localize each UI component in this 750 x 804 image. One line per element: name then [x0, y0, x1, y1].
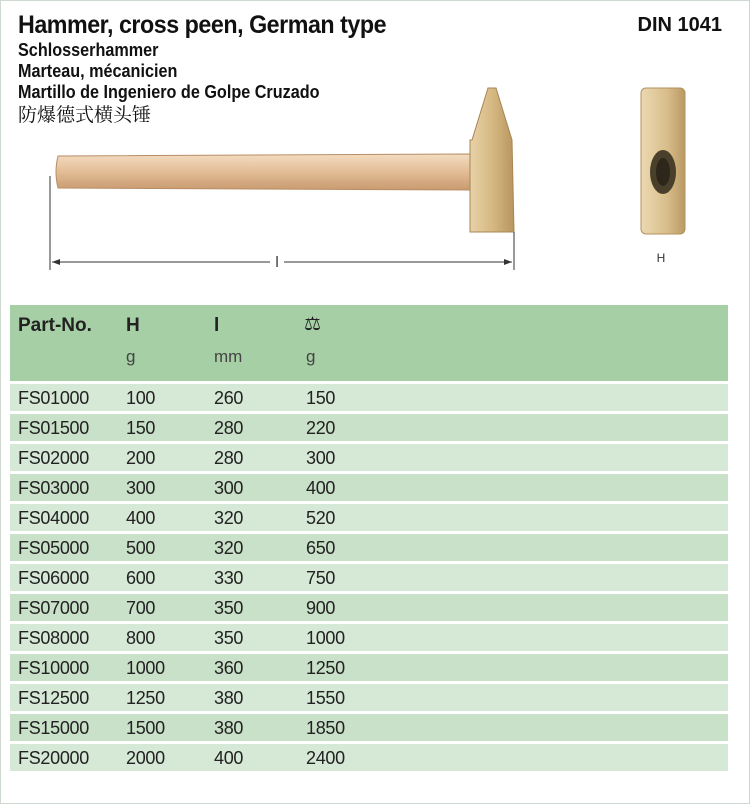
table-body	[10, 384, 728, 771]
unit-total-weight: g	[306, 347, 316, 366]
cell-head-weight: 600	[126, 568, 156, 588]
parts-table	[10, 305, 728, 771]
cell-part-no: FS01500	[18, 418, 89, 438]
cell-head-weight: 300	[126, 478, 156, 498]
cell-head-weight: 150	[126, 418, 156, 438]
cell-length: 400	[214, 748, 244, 768]
cell-part-no: FS04000	[18, 508, 89, 528]
header-part-no: Part-No.	[18, 315, 92, 336]
cell-length: 360	[214, 658, 244, 678]
cell-total-weight: 1850	[306, 718, 345, 738]
cell-part-no: FS07000	[18, 598, 89, 618]
table-row	[10, 714, 728, 741]
table-row	[10, 474, 728, 501]
table-row	[10, 654, 728, 681]
hammer-illustration	[0, 0, 750, 300]
cell-total-weight: 400	[306, 478, 336, 498]
cell-total-weight: 220	[306, 418, 336, 438]
cell-head-weight: 700	[126, 598, 156, 618]
cell-part-no: FS12500	[18, 688, 89, 708]
unit-length: mm	[214, 347, 243, 366]
cell-head-weight: 800	[126, 628, 156, 648]
weight-scale-icon: ⚖	[304, 313, 322, 335]
length-label: l	[275, 254, 279, 271]
cell-part-no: FS06000	[18, 568, 89, 588]
cell-head-weight: 500	[126, 538, 156, 558]
header-length: l	[214, 315, 220, 336]
cell-total-weight: 520	[306, 508, 336, 528]
cell-length: 260	[214, 388, 244, 408]
cell-part-no: FS02000	[18, 448, 89, 468]
cell-length: 350	[214, 598, 244, 618]
table-row	[10, 564, 728, 591]
cell-total-weight: 300	[306, 448, 336, 468]
cell-length: 380	[214, 718, 244, 738]
cell-length: 350	[214, 628, 244, 648]
cell-head-weight: 100	[126, 388, 156, 408]
table-row	[10, 594, 728, 621]
cell-length: 280	[214, 448, 244, 468]
header-head-weight: H	[126, 315, 140, 336]
table-row	[10, 744, 728, 771]
unit-head-weight: g	[126, 347, 136, 366]
cell-length: 320	[214, 538, 244, 558]
cell-head-weight: 1500	[126, 718, 165, 738]
subtitle-chinese: 防爆德式横头锤	[18, 104, 152, 126]
cell-total-weight: 1250	[306, 658, 345, 678]
cell-part-no: FS05000	[18, 538, 89, 558]
din-standard: DIN 1041	[637, 14, 722, 36]
table-header	[10, 305, 728, 381]
product-title: Hammer, cross peen, German type	[18, 11, 387, 39]
cell-total-weight: 1550	[306, 688, 345, 708]
cell-part-no: FS03000	[18, 478, 89, 498]
subtitle-french: Marteau, mécanicien	[18, 61, 178, 81]
head-label: H	[656, 251, 666, 265]
cell-head-weight: 1000	[126, 658, 165, 678]
subtitle-german: Schlosserhammer	[18, 40, 159, 60]
cell-total-weight: 750	[306, 568, 336, 588]
hammer-side-view	[56, 88, 514, 232]
cell-total-weight: 650	[306, 538, 336, 558]
table-row	[10, 534, 728, 561]
cell-head-weight: 1250	[126, 688, 165, 708]
cell-head-weight: 400	[126, 508, 156, 528]
cell-length: 280	[214, 418, 244, 438]
cell-total-weight: 900	[306, 598, 336, 618]
table-row	[10, 684, 728, 711]
cell-head-weight: 200	[126, 448, 156, 468]
cell-part-no: FS10000	[18, 658, 89, 678]
cell-part-no: FS01000	[18, 388, 89, 408]
table-row	[10, 504, 728, 531]
cell-length: 320	[214, 508, 244, 528]
cell-total-weight: 2400	[306, 748, 345, 768]
cell-total-weight: 150	[306, 388, 336, 408]
table-row	[10, 624, 728, 651]
table-row	[10, 414, 728, 441]
cell-length: 330	[214, 568, 244, 588]
hammer-end-view	[641, 88, 685, 234]
cell-total-weight: 1000	[306, 628, 345, 648]
cell-part-no: FS15000	[18, 718, 89, 738]
cell-head-weight: 2000	[126, 748, 165, 768]
cell-length: 300	[214, 478, 244, 498]
subtitle-spanish: Martillo de Ingeniero de Golpe Cruzado	[18, 82, 320, 102]
cell-length: 380	[214, 688, 244, 708]
table-row	[10, 384, 728, 411]
cell-part-no: FS20000	[18, 748, 89, 768]
table-row	[10, 444, 728, 471]
cell-part-no: FS08000	[18, 628, 89, 648]
